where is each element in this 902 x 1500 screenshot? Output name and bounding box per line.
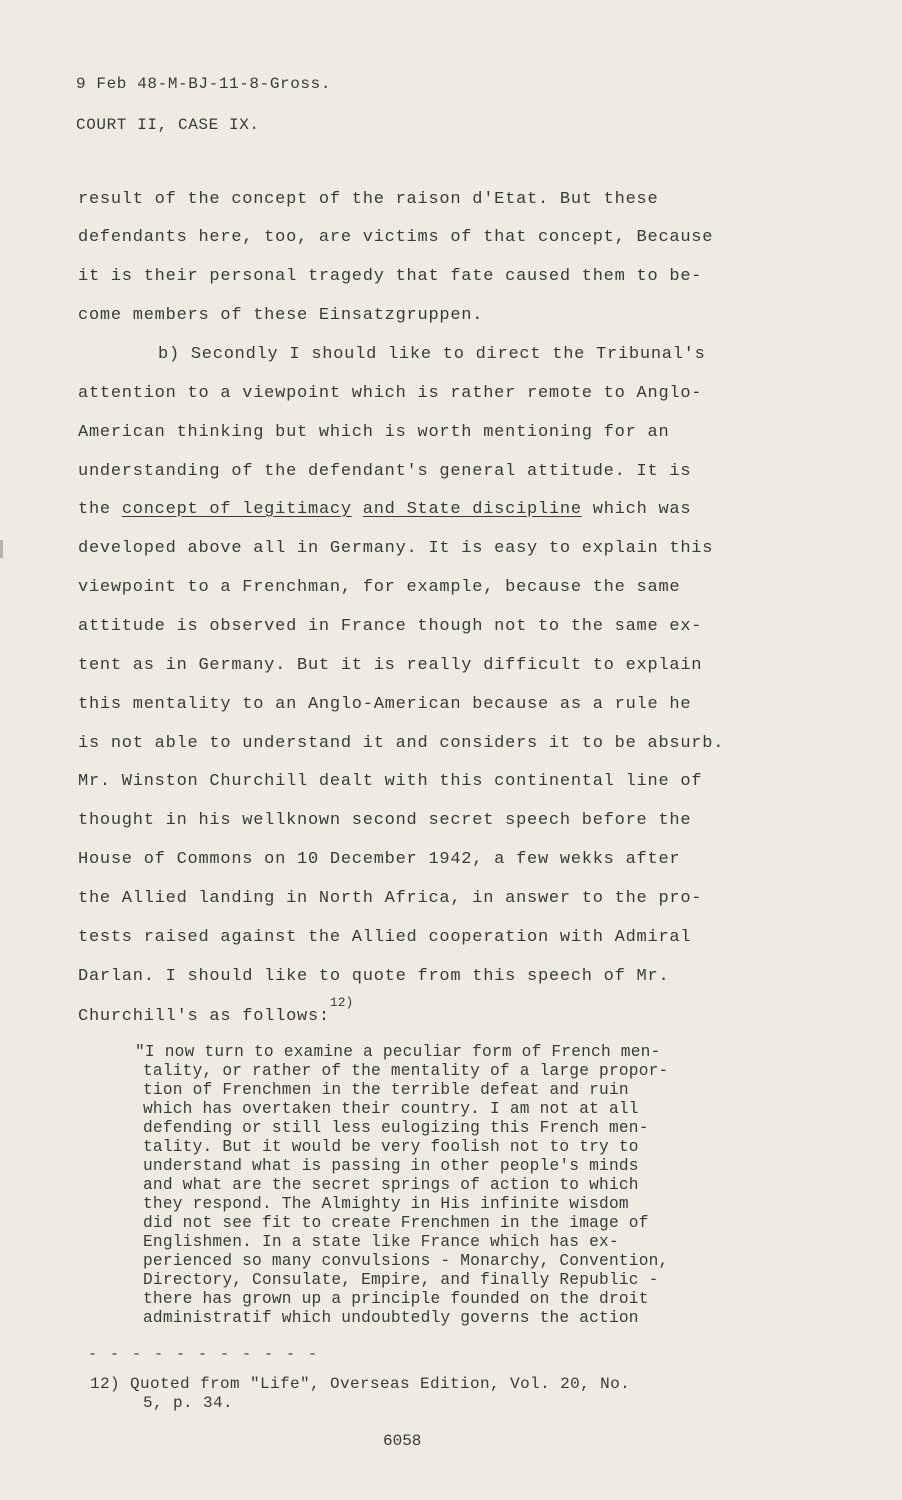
footnote-text: 12) Quoted from "Life", Overseas Edition, Vol. 20, No. [90,1375,631,1393]
quote-line: "I now turn to examine a peculiar form of French men- [135,1043,661,1061]
page-number: 6058 [383,1432,422,1450]
header-court-case: COURT II, CASE IX. [76,116,260,134]
body-line-with-footnote-ref [78,995,354,1026]
body-line: it is their personal tragedy that fate caused them to be- [78,267,703,286]
body-line: defendants here, too, are victims of that concept, Because [78,228,714,247]
punch-mark [0,540,3,558]
body-line: b) Secondly I should like to direct the Tribunal's [158,345,706,364]
underlined-phrase: and State discipline [362,500,582,519]
quote-line: Directory, Consulate, Empire, and finally Republic - [143,1271,659,1289]
quote-line: they respond. The Almighty in His infinite wisdom [143,1195,629,1213]
footnote-reference: 12) [329,995,354,1010]
quote-line: administratif which undoubtedly governs the action [143,1309,639,1327]
body-line: attitude is observed in France though not to the same ex- [78,617,703,636]
body-line: House of Commons on 10 December 1942, a few wekks after [78,850,681,869]
body-line: result of the concept of the raison d'Etat. But these [78,190,659,209]
header-reference: 9 Feb 48-M-BJ-11-8-Gross. [76,75,332,93]
body-line: developed above all in Germany. It is easy to explain this [78,539,714,558]
body-text [352,500,363,519]
body-line: tent as in Germany. But it is really difficult to explain [78,656,703,675]
body-line: Darlan. I should like to quote from this speech of Mr. [78,967,670,986]
body-line-underlined [78,500,691,519]
footnote-text: 5, p. 34. [143,1394,234,1412]
quote-line: Englishmen. In a state like France which has ex- [143,1233,619,1251]
body-line: the Allied landing in North Africa, in answer to the pro- [78,889,703,908]
body-line: come members of these Einsatzgruppen. [78,306,484,325]
quote-line: which has overtaken their country. I am not at all [143,1100,639,1118]
quote-line: defending or still less eulogizing this French men- [143,1119,649,1137]
body-line: understanding of the defendant's general attitude. It is [78,462,692,481]
quote-line: and what are the secret springs of action to which [143,1176,639,1194]
body-text: the [78,500,122,519]
body-text: Churchill's as follows: [78,1007,330,1026]
body-text: which was [581,500,692,519]
underlined-phrase: concept of legitimacy [121,500,352,519]
body-line: this mentality to an Anglo-American because as a rule he [78,695,692,714]
footnote-separator: - - - - - - - - - - - [88,1346,320,1363]
body-line: American thinking but which is worth mentioning for an [78,423,670,442]
body-line: is not able to understand it and considers it to be absurb. [78,734,725,753]
body-line: Mr. Winston Churchill dealt with this continental line of [78,772,703,791]
quote-line: tality. But it would be very foolish not to try to [143,1138,639,1156]
body-line: viewpoint to a Frenchman, for example, because the same [78,578,681,597]
quote-line: tality, or rather of the mentality of a large propor- [143,1062,669,1080]
body-line: tests raised against the Allied cooperation with Admiral [78,928,692,947]
quote-line: there has grown up a principle founded on the droit [143,1290,649,1308]
quote-line: understand what is passing in other people's minds [143,1157,639,1175]
body-line: thought in his wellknown second secret speech before the [78,811,692,830]
quote-line: tion of Frenchmen in the terrible defeat and ruin [143,1081,629,1099]
body-line: attention to a viewpoint which is rather remote to Anglo- [78,384,703,403]
quote-line: did not see fit to create Frenchmen in the image of [143,1214,649,1232]
quote-line: perienced so many convulsions - Monarchy, Convention, [143,1252,669,1270]
